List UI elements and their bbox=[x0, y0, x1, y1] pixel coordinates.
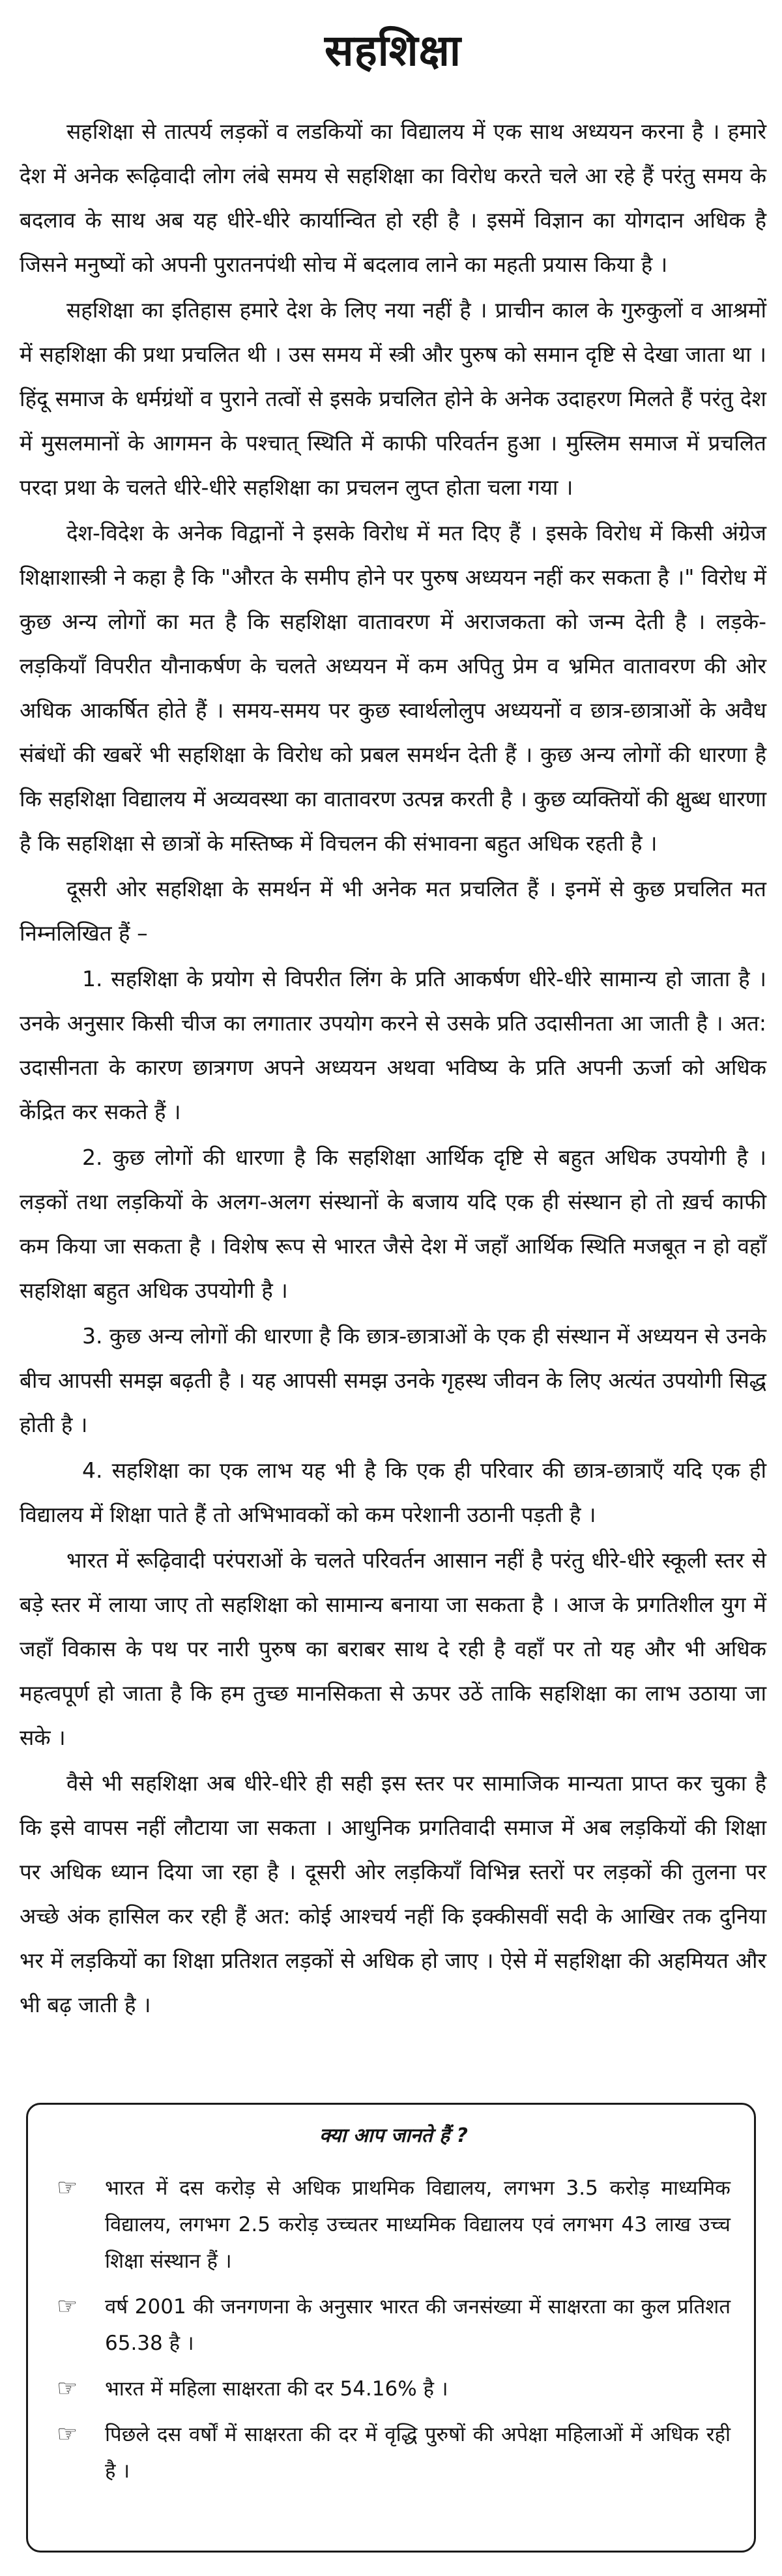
fact-text: भारत में दस करोड़ से अधिक प्राथमिक विद्यालय, लगभग 3.5 करोड़ माध्यमिक विद्यालय, लगभग 2.5 करोड़ उच्चतर माध्यमिक विद्यालय एवं लगभग 43 लाख उच्च शिक्षा संस्थान हैं । bbox=[105, 2176, 731, 2273]
fact-text: वर्ष 2001 की जनगणना के अनुसार भारत की जनसंख्या में साक्षरता का कुल प्रतिशत 65.38 है । bbox=[105, 2295, 731, 2355]
support-intro-paragraph: दूसरी ओर सहशिक्षा के समर्थन में भी अनेक मत प्रचलित हैं । इनमें से कुछ प्रचलित मत निम्नलिखित हैं – bbox=[20, 876, 766, 946]
conclusion-paragraph-2: वैसे भी सहशिक्षा अब धीरे-धीरे ही सही इस स्तर पर सामाजिक मान्यता प्राप्त कर चुका है कि इसे वापस नहीं लौटाया जा सकता । आधुनिक प्रगतिवादी समाज में अब लड़कियों की शिक्षा पर अधिक ध्यान दिया जा रहा है । दूसरी ओर लड़कियाँ विभिन्न स्तरों पर लड़कों की तुलना पर अच्छे अंक हासिल कर रही हैं अत: कोई आश्चर्य नहीं कि इक्कीसवीं सदी के आखिर तक दुनिया भर में लड़कियों का शिक्षा प्रतिशत लड़कों से अधिक हो जाए । ऐसे में सहशिक्षा की अहमियत और भी बढ़ जाती है । bbox=[20, 1770, 766, 2017]
pointing-hand-icon: ☞ bbox=[57, 2293, 78, 2320]
support-point-1: 1. सहशिक्षा के प्रयोग से विपरीत लिंग के प्रति आकर्षण धीरे-धीरे सामान्य हो जाता है । उनके अनुसार किसी चीज का लगातार उपयोग करने से उसके प्रति उदासीनता आ जाती है । अत: उदासीनता के कारण छात्रगण अपने अध्ययन अथवा भविष्य के प्रति अपनी ऊर्जा को अधिक केंद्रित कर सकते हैं । bbox=[20, 966, 766, 1124]
opposition-paragraph: देश-विदेश के अनेक विद्वानों ने इसके विरोध में मत दिए हैं । इसके विरोध में किसी अंग्रेज शिक्षाशास्त्री ने कहा है कि "औरत के समीप होने पर पुरुष अध्ययन नहीं कर सकता है ।" विरोध में कुछ अन्य लोगों का मत है कि सहशिक्षा वातावरण में अराजकता को जन्म देती है । लड़के-लड़कियाँ विपरीत यौनाकर्षण के चलते अध्ययन में कम अपितु प्रेम व भ्रमित वातावरण की ओर अधिक आकर्षित होते हैं । समय-समय पर कुछ स्वार्थलोलुप अध्ययनों व छात्र-छात्राओं के अवैध संबंधों की खबरें भी सहशिक्षा के विरोध को प्रबल समर्थन देती हैं । कुछ अन्य लोगों की धारणा है कि सहशिक्षा विद्यालय में अव्यवस्था का वातावरण उत्पन्न करती है । कुछ व्यक्तियों की क्षुब्ध धारणा है कि सहशिक्षा से छात्रों के मस्तिष्क में विचलन की संभावना बहुत अधिक रहती है । bbox=[20, 520, 766, 856]
history-paragraph: सहशिक्षा का इतिहास हमारे देश के लिए नया नहीं है । प्राचीन काल के गुरुकुलों व आश्रमों में सहशिक्षा की प्रथा प्रचलित थी । उस समय में स्त्री और पुरुष को समान दृष्टि से देखा जाता था । हिंदू समाज के धर्मग्रंथों व पुराने तत्वों से इसके प्रचलित होने के अनेक उदाहरण मिलते हैं परंतु देश में मुसलमानों के आगमन के पश्चात् स्थिति में काफी परिवर्तन हुआ । मुस्लिम समाज में प्रचलित परदा प्रथा के चलते धीरे-धीरे सहशिक्षा का प्रचलन लुप्त होता चला गया । bbox=[20, 297, 766, 500]
pointing-hand-icon: ☞ bbox=[57, 2375, 78, 2402]
intro-paragraph: सहशिक्षा से तात्पर्य लड़कों व लडकियों का विद्यालय में एक साथ अध्ययन करना है । हमारे देश में अनेक रूढ़िवादी लोग लंबे समय से सहशिक्षा का विरोध करते चले आ रहे हैं परंतु समय के बदलाव के साथ अब यह धीरे-धीरे कार्यान्वित हो रही है । इसमें विज्ञान का योगदान अधिक है जिसने मनुष्यों को अपनी पुरातनपंथी सोच में बदलाव लाने का महती प्रयास किया है । bbox=[20, 119, 766, 277]
fact-item bbox=[57, 2371, 731, 2407]
fact-item bbox=[57, 2289, 731, 2362]
fact-item bbox=[57, 2170, 731, 2279]
support-point-2: 2. कुछ लोगों की धारणा है कि सहशिक्षा आर्थिक दृष्टि से बहुत अधिक उपयोगी है । लड़कों तथा लड़कियों के अलग-अलग संस्थानों के बजाय यदि एक ही संस्थान हो तो ख़र्च काफी कम किया जा सकता है । विशेष रूप से भारत जैसे देश में जहाँ आर्थिक स्थिति मजबूत न हो वहाँ सहशिक्षा बहुत अधिक उपयोगी है । bbox=[20, 1145, 766, 1303]
page-title: सहशिक्षा bbox=[324, 25, 462, 76]
pointing-hand-icon: ☞ bbox=[57, 2421, 78, 2448]
fact-text: भारत में महिला साक्षरता की दर 54.16% है । bbox=[105, 2377, 448, 2401]
essay-body bbox=[20, 110, 766, 2027]
fact-text: पिछले दस वर्षों में साक्षरता की दर में वृद्धि पुरुषों की अपेक्षा महिलाओं में अधिक रही है । bbox=[105, 2423, 731, 2483]
conclusion-paragraph-1: भारत में रूढ़िवादी परंपराओं के चलते परिवर्तन आसान नहीं है परंतु धीरे-धीरे स्कूली स्तर से बड़े स्तर में लाया जाए तो सहशिक्षा को सामान्य बनाया जा सकता है । आज के प्रगतिशील युग में जहाँ विकास के पथ पर नारी पुरुष का बराबर साथ दे रही है वहाँ पर तो यह और भी अधिक महत्वपूर्ण हो जाता है कि हम तुच्छ मानसिकता से ऊपर उठें ताकि सहशिक्षा का लाभ उठाया जा सके । bbox=[20, 1547, 766, 1750]
did-you-know-box bbox=[26, 2103, 756, 2553]
support-point-3: 3. कुछ अन्य लोगों की धारणा है कि छात्र-छात्राओं के एक ही संस्थान में अध्ययन से उनके बीच आपसी समझ बढ़ती है । यह आपसी समझ उनके गृहस्थ जीवन के लिए अत्यंत उपयोगी सिद्ध होती है । bbox=[20, 1323, 766, 1437]
facts-box-title: क्या आप जानते हैं ? bbox=[319, 2124, 468, 2147]
pointing-hand-icon: ☞ bbox=[57, 2174, 78, 2201]
fact-item bbox=[57, 2416, 731, 2489]
support-point-4: 4. सहशिक्षा का एक लाभ यह भी है कि एक ही परिवार की छात्र-छात्राएँ यदि एक ही विद्यालय में शिक्षा पाते हैं तो अभिभावकों को कम परेशानी उठानी पड़ती है । bbox=[20, 1457, 766, 1527]
